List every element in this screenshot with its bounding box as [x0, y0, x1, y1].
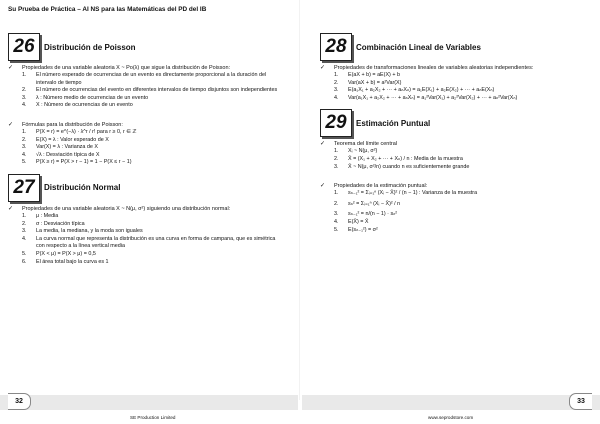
formula-text: X̄ = (X₁ + X₂ + ··· + Xₙ) / n : Media de la muestra	[348, 155, 463, 162]
section-header	[8, 175, 278, 201]
check-icon: ✓	[320, 183, 326, 190]
formula-item: 1. sₙ₋₁² = Σᵢ₌₁ⁿ (Xᵢ − X̄)² / (n − 1) : Varianza de la muestra	[320, 190, 590, 198]
bullet-point	[320, 140, 590, 148]
list-item-text: El número esperado de ocurrencias de un evento es directamente proporcional a la duración del intervalo de tiempo	[36, 72, 267, 86]
formula-item: 1. P(X = r) = e^(−λ) · λ^r / r! para r ≥ 0, r ∈ ℤ	[8, 129, 278, 137]
bullet-point	[320, 64, 590, 72]
formula-item: 5. E(sₙ₋₁²) = σ²	[320, 227, 590, 235]
bullet-point	[320, 182, 590, 190]
bullet-point	[8, 121, 278, 129]
section-header	[320, 34, 590, 60]
formula-item: 1. E(aX + b) = aE(X) + b	[320, 72, 590, 80]
formula-text: P(X = r) = e^(−λ) · λ^r / r! para r ≥ 0, r ∈ ℤ	[36, 128, 137, 135]
formula-item: 4. Var(a₁X₁ + a₂X₂ + ··· + aₙXₙ) = a₁²Var(X₁) + a₂²Var(X₂) + ··· + aₙ²Var(Xₙ)	[320, 95, 590, 103]
list-item: 4. X : Número de ocurrencias de un evento	[8, 102, 278, 110]
formula-text: √λ : Desviación típica de X	[36, 151, 100, 158]
section-number-badge: 29	[320, 109, 352, 137]
section-number-badge: 28	[320, 33, 352, 61]
formula-text: Var(a₁X₁ + a₂X₂ + ··· + aₙXₙ) = a₁²Var(X₁) + a₂²Var(X₂) + ··· + aₙ²Var(Xₙ)	[348, 94, 518, 101]
list-item: 2. El número de ocurrencias del evento en diferentes intervalos de tiempo disjuntos son independientes	[22, 87, 278, 94]
formula-item: 2. X̄ = (X₁ + X₂ + ··· + Xₙ) / n : Media de la muestra	[320, 156, 590, 164]
section-linear-combination	[320, 34, 590, 102]
bullet-text: Teorema del límite central	[334, 141, 397, 148]
formula-item: 3. E(a₁X₁ + a₂X₂ + ··· + aₙXₙ) = a₁E(X₁) + a₂E(X₂) + ··· + aₙE(Xₙ)	[320, 87, 590, 95]
bullet-text: Fórmulas para la distribución de Poisson:	[22, 121, 123, 128]
bullet-point	[8, 64, 278, 72]
section-title: Distribución Normal	[44, 183, 121, 193]
formula-item: 3. sₙ₋₁² = n/(n − 1) · sₙ²	[320, 211, 590, 219]
section-header	[320, 110, 590, 136]
page-number-right: 33	[569, 393, 592, 410]
formula-item: 4. E(X̄) = X̄	[320, 219, 590, 227]
bullet-text: Propiedades de una variable aleatoria X ~ N(μ, σ²) siguiendo una distribución normal:	[22, 205, 231, 212]
website-link[interactable]: www.seprodstore.com	[428, 415, 474, 420]
list-item-text: El número de ocurrencias del evento en diferentes intervalos de tiempo disjuntos son independientes	[36, 87, 278, 94]
formula-text: E(aX + b) = aE(X) + b	[348, 72, 400, 78]
formula-item: 2. Var(aX + b) = a²Var(X)	[320, 80, 590, 88]
formula-text: Var(X) = λ : Varianza de X	[36, 144, 98, 151]
formula-text: Xᵢ ~ N(μ, σ²)	[348, 148, 378, 155]
formula-item: 3. X̄ ~ N(μ, σ²/n) cuando n es suficientemente grande	[320, 164, 590, 172]
list-item-text: λ : Número medio de ocurrencias de un evento	[36, 94, 149, 101]
list-item: 3. λ : Número medio de ocurrencias de un evento	[8, 95, 278, 103]
formula-text: P(X ≥ r) = P(X > r − 1) = 1 − P(X ≤ r − 1)	[36, 159, 132, 166]
formula-text: E(X) = λ : Valor esperado de X	[36, 136, 109, 143]
list-item: 2. σ : Desviación típica	[8, 221, 278, 229]
list-item: 1. El número esperado de ocurrencias de un evento es directamente proporcional a la duración del intervalo de tiempo	[8, 72, 278, 87]
footer-bar-right	[302, 395, 600, 410]
bullet-text: Propiedades de una variable aleatoria X ~ Po(λ) que sigue la distribución de Poisson:	[22, 65, 231, 71]
list-item-text: El área total bajo la curva es 1	[36, 258, 109, 265]
section-number-badge: 26	[8, 33, 40, 61]
bullet-text: Propiedades de transformaciones lineales de variables aleatorias independientes:	[334, 65, 534, 71]
check-icon: ✓	[8, 205, 14, 212]
bullet-text: Propiedades de la estimación puntual:	[334, 183, 428, 190]
list-item-text: X : Número de ocurrencias de un evento	[36, 102, 133, 109]
check-icon: ✓	[320, 141, 326, 148]
list-item-text: σ : Desviación típica	[36, 220, 85, 227]
footer-bar-left	[0, 395, 298, 410]
check-icon: ✓	[8, 121, 14, 128]
page-number-left: 32	[8, 393, 31, 410]
list-item: 1. μ : Media	[8, 213, 278, 221]
formula-text: X̄ ~ N(μ, σ²/n) cuando n es suficientemente grande	[348, 163, 470, 170]
section-header	[8, 34, 278, 60]
list-item: 4. La curva normal que representa la distribución es una curva en forma de campana, que es simétrica con respecto a la línea vertical media	[8, 236, 278, 251]
section-poisson	[8, 34, 278, 167]
list-item: 3. La media, la mediana, y la moda son iguales	[8, 228, 278, 236]
section-title: Combinación Lineal de Variables	[356, 42, 481, 52]
section-point-estimation	[320, 110, 590, 234]
section-number-badge: 27	[8, 174, 40, 202]
formula-text: E(sₙ₋₁²) = σ²	[348, 226, 378, 233]
formula-item: 2. E(X) = λ : Valor esperado de X	[8, 137, 278, 145]
formula-item: 4. √λ : Desviación típica de X	[8, 152, 278, 160]
formula-item: 3. Var(X) = λ : Varianza de X	[8, 144, 278, 152]
list-item-text: P(X < μ) = P(X > μ) = 0,5	[36, 250, 96, 257]
section-normal	[8, 175, 278, 266]
page-spread-divider	[299, 0, 300, 400]
check-icon: ✓	[320, 65, 326, 71]
list-item: 5. P(X < μ) = P(X > μ) = 0,5	[8, 251, 278, 259]
list-item-text: μ : Media	[36, 212, 59, 219]
list-item-text: La media, la mediana, y la moda son iguales	[36, 228, 143, 235]
formula-text: sₙ₋₁² = Σᵢ₌₁ⁿ (Xᵢ − X̄)² / (n − 1) : Varianza de la muestra	[348, 190, 478, 197]
right-page-column	[320, 34, 590, 234]
check-icon: ✓	[8, 65, 14, 71]
list-item: 6. El área total bajo la curva es 1	[8, 259, 278, 267]
formula-text: sₙ² = Σᵢ₌₁ⁿ (Xᵢ − X̄)² / n	[348, 200, 401, 207]
formula-item: 1. Xᵢ ~ N(μ, σ²)	[320, 148, 590, 156]
document-title: Su Prueba de Práctica – AI NS para las Matemáticas del PD del IB	[8, 6, 207, 13]
formula-text: sₙ₋₁² = n/(n − 1) · sₙ²	[348, 211, 398, 218]
section-title: Estimación Puntual	[356, 118, 431, 128]
publisher-name: SE Production Limited	[130, 415, 176, 420]
formula-item: 5. P(X ≥ r) = P(X > r − 1) = 1 − P(X ≤ r − 1)	[8, 159, 278, 167]
formula-item: 2. sₙ² = Σᵢ₌₁ⁿ (Xᵢ − X̄)² / n	[320, 201, 590, 209]
formula-text: E(a₁X₁ + a₂X₂ + ··· + aₙXₙ) = a₁E(X₁) + a₂E(X₂) + ··· + aₙE(Xₙ)	[348, 87, 495, 94]
left-page-column	[8, 34, 278, 266]
section-title: Distribución de Poisson	[44, 42, 136, 52]
formula-text: E(X̄) = X̄	[348, 218, 369, 225]
list-item-text: La curva normal que representa la distribución es una curva en forma de campana, que es simétrica con respecto a la línea vertical media	[36, 235, 276, 250]
bullet-point	[8, 205, 278, 213]
formula-text: Var(aX + b) = a²Var(X)	[348, 79, 402, 86]
